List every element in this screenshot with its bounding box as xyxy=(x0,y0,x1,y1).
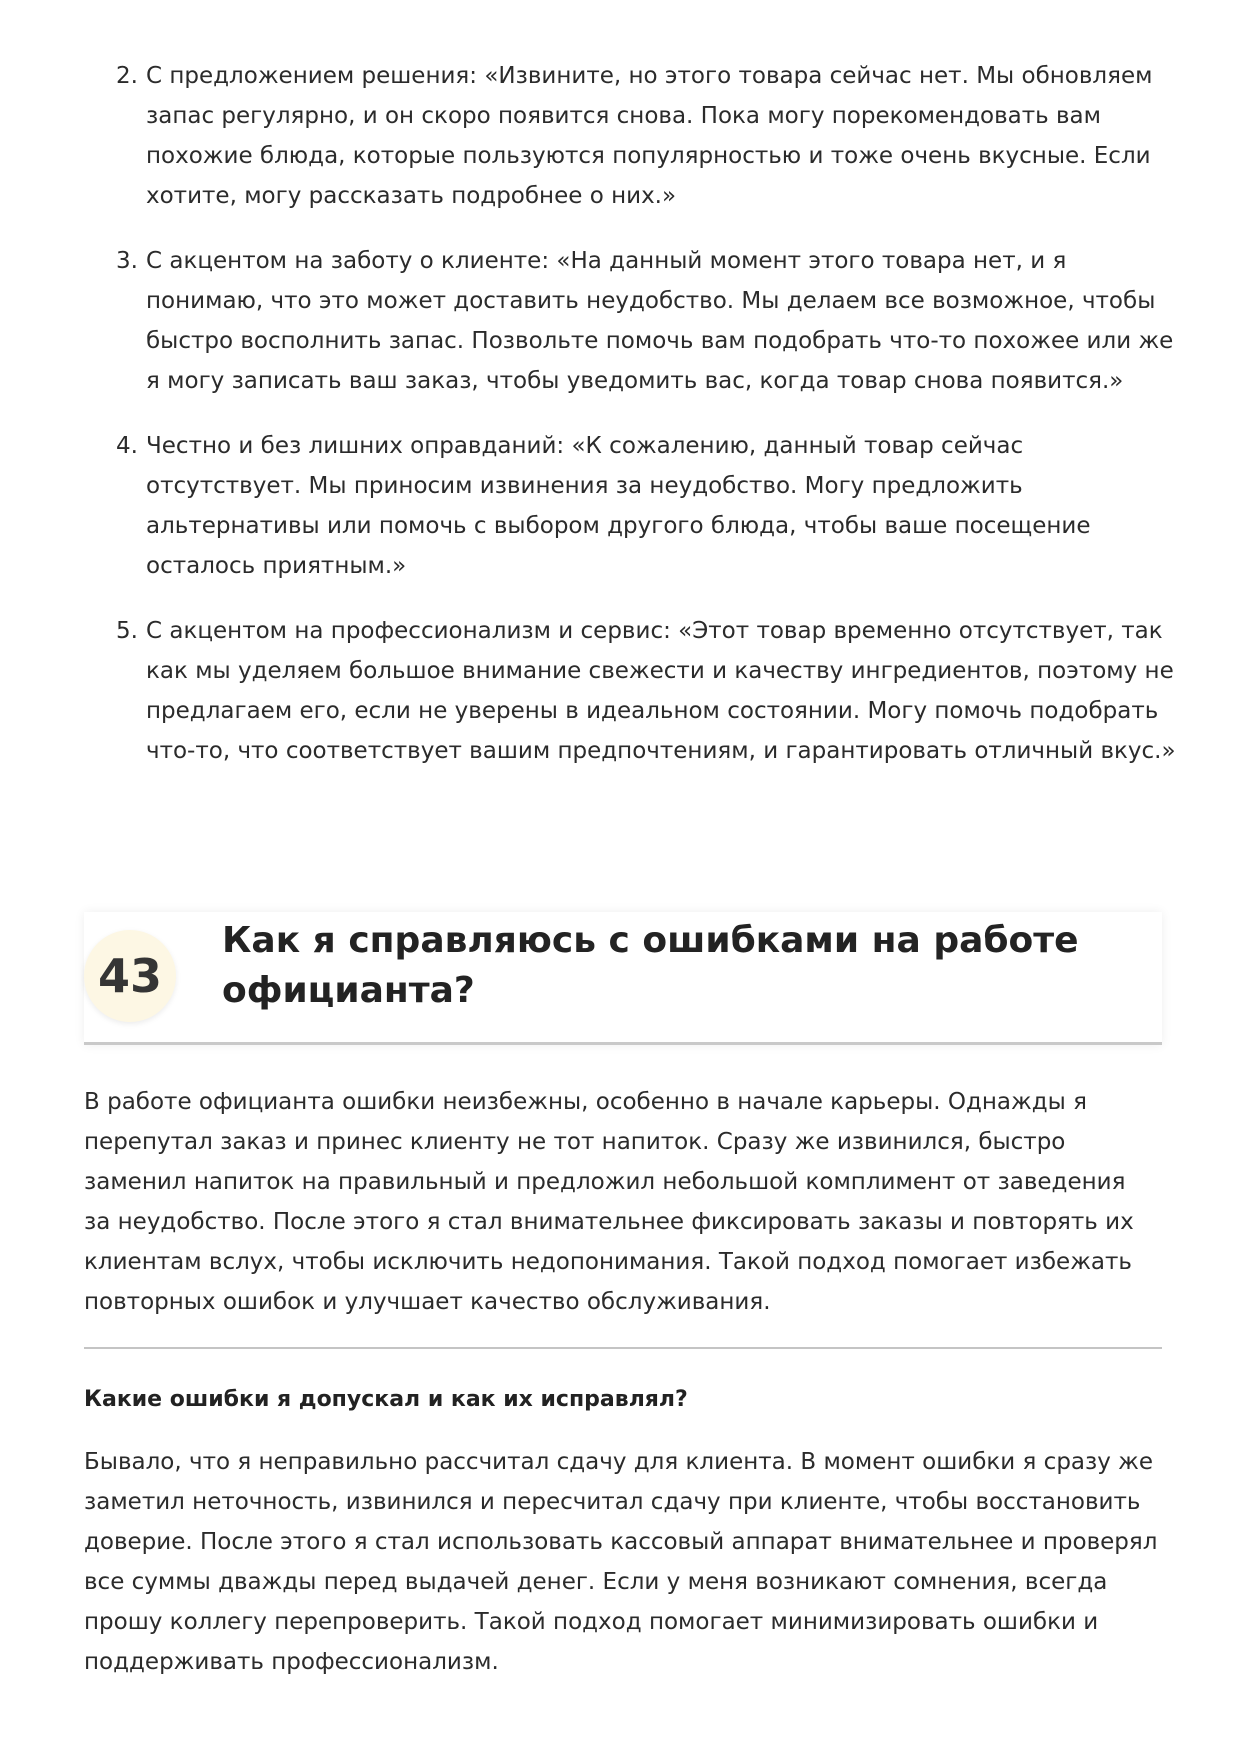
list-item-text: Честно и без лишних оправданий: «К сожалению, данный товар сейчас отсутствует. Мы приносим извинения за неудобство. Могу предложить альтернативы или помочь с выбором другого блюда, чтобы ваше посещение осталось приятным.» xyxy=(146,433,1091,579)
list-item-number: 2. xyxy=(116,63,138,89)
sub-answer-paragraph: Бывало, что я неправильно рассчитал сдачу для клиента. В момент ошибки я сразу же заметил неточность, извинился и пересчитал сдачу при клиенте, чтобы восстановить доверие. После этого я стал использовать кассовый аппарат внимательнее и проверял все суммы дважды перед выдачей денег. Если у меня возникают сомнения, всегда прошу коллегу перепроверить. Такой подход помогает минимизировать ошибки и поддерживать профессионализм. xyxy=(84,1449,1158,1675)
list-item xyxy=(116,611,1176,771)
list-item xyxy=(116,426,1176,586)
sub-question-heading: Какие ошибки я допускал и как их исправлял? xyxy=(84,1387,688,1412)
list-item-text: С предложением решения: «Извините, но этого товара сейчас нет. Мы обновляем запас регулярно, и он скоро появится снова. Пока могу порекомендовать вам похожие блюда, которые пользуются популярностью и тоже очень вкусные. Если хотите, могу рассказать подробнее о них.» xyxy=(146,63,1153,209)
list-item-text: С акцентом на заботу о клиенте: «На данный момент этого товара нет, и я понимаю, что это может доставить неудобство. Мы делаем все возможное, чтобы быстро восполнить запас. Позвольте помочь вам подобрать что-то похожее или же я могу записать ваш заказ, чтобы уведомить вас, когда товар снова появится.» xyxy=(146,248,1174,394)
list-item-number: 4. xyxy=(116,433,138,459)
list-item xyxy=(116,241,1176,401)
list-item xyxy=(116,56,1176,216)
section-divider xyxy=(84,1347,1162,1349)
list-item-number: 3. xyxy=(116,248,138,274)
section-header xyxy=(84,912,1162,1045)
answer-list xyxy=(116,56,1176,796)
list-item-number: 5. xyxy=(116,618,138,644)
section-intro-paragraph: В работе официанта ошибки неизбежны, особенно в начале карьеры. Однажды я перепутал заказ и принес клиенту не тот напиток. Сразу же извинился, быстро заменил напиток на правильный и предложил небольшой комплимент от заведения за неудобство. После этого я стал внимательнее фиксировать заказы и повторять их клиентам вслух, чтобы исключить недопонимания. Такой подход помогает избежать повторных ошибок и улучшает качество обслуживания. xyxy=(84,1089,1134,1315)
list-item-text: С акцентом на профессионализм и сервис: «Этот товар временно отсутствует, так как мы уделяем большое внимание свежести и качеству ингредиентов, поэтому не предлагаем его, если не уверены в идеальном состоянии. Могу помочь подобрать что-то, что соответствует вашим предпочтениям, и гарантировать отличный вкус.» xyxy=(146,618,1176,764)
section-number-badge: 43 xyxy=(84,930,176,1022)
section-title: Как я справляюсь с ошибками на работе официанта? xyxy=(222,920,1079,1011)
